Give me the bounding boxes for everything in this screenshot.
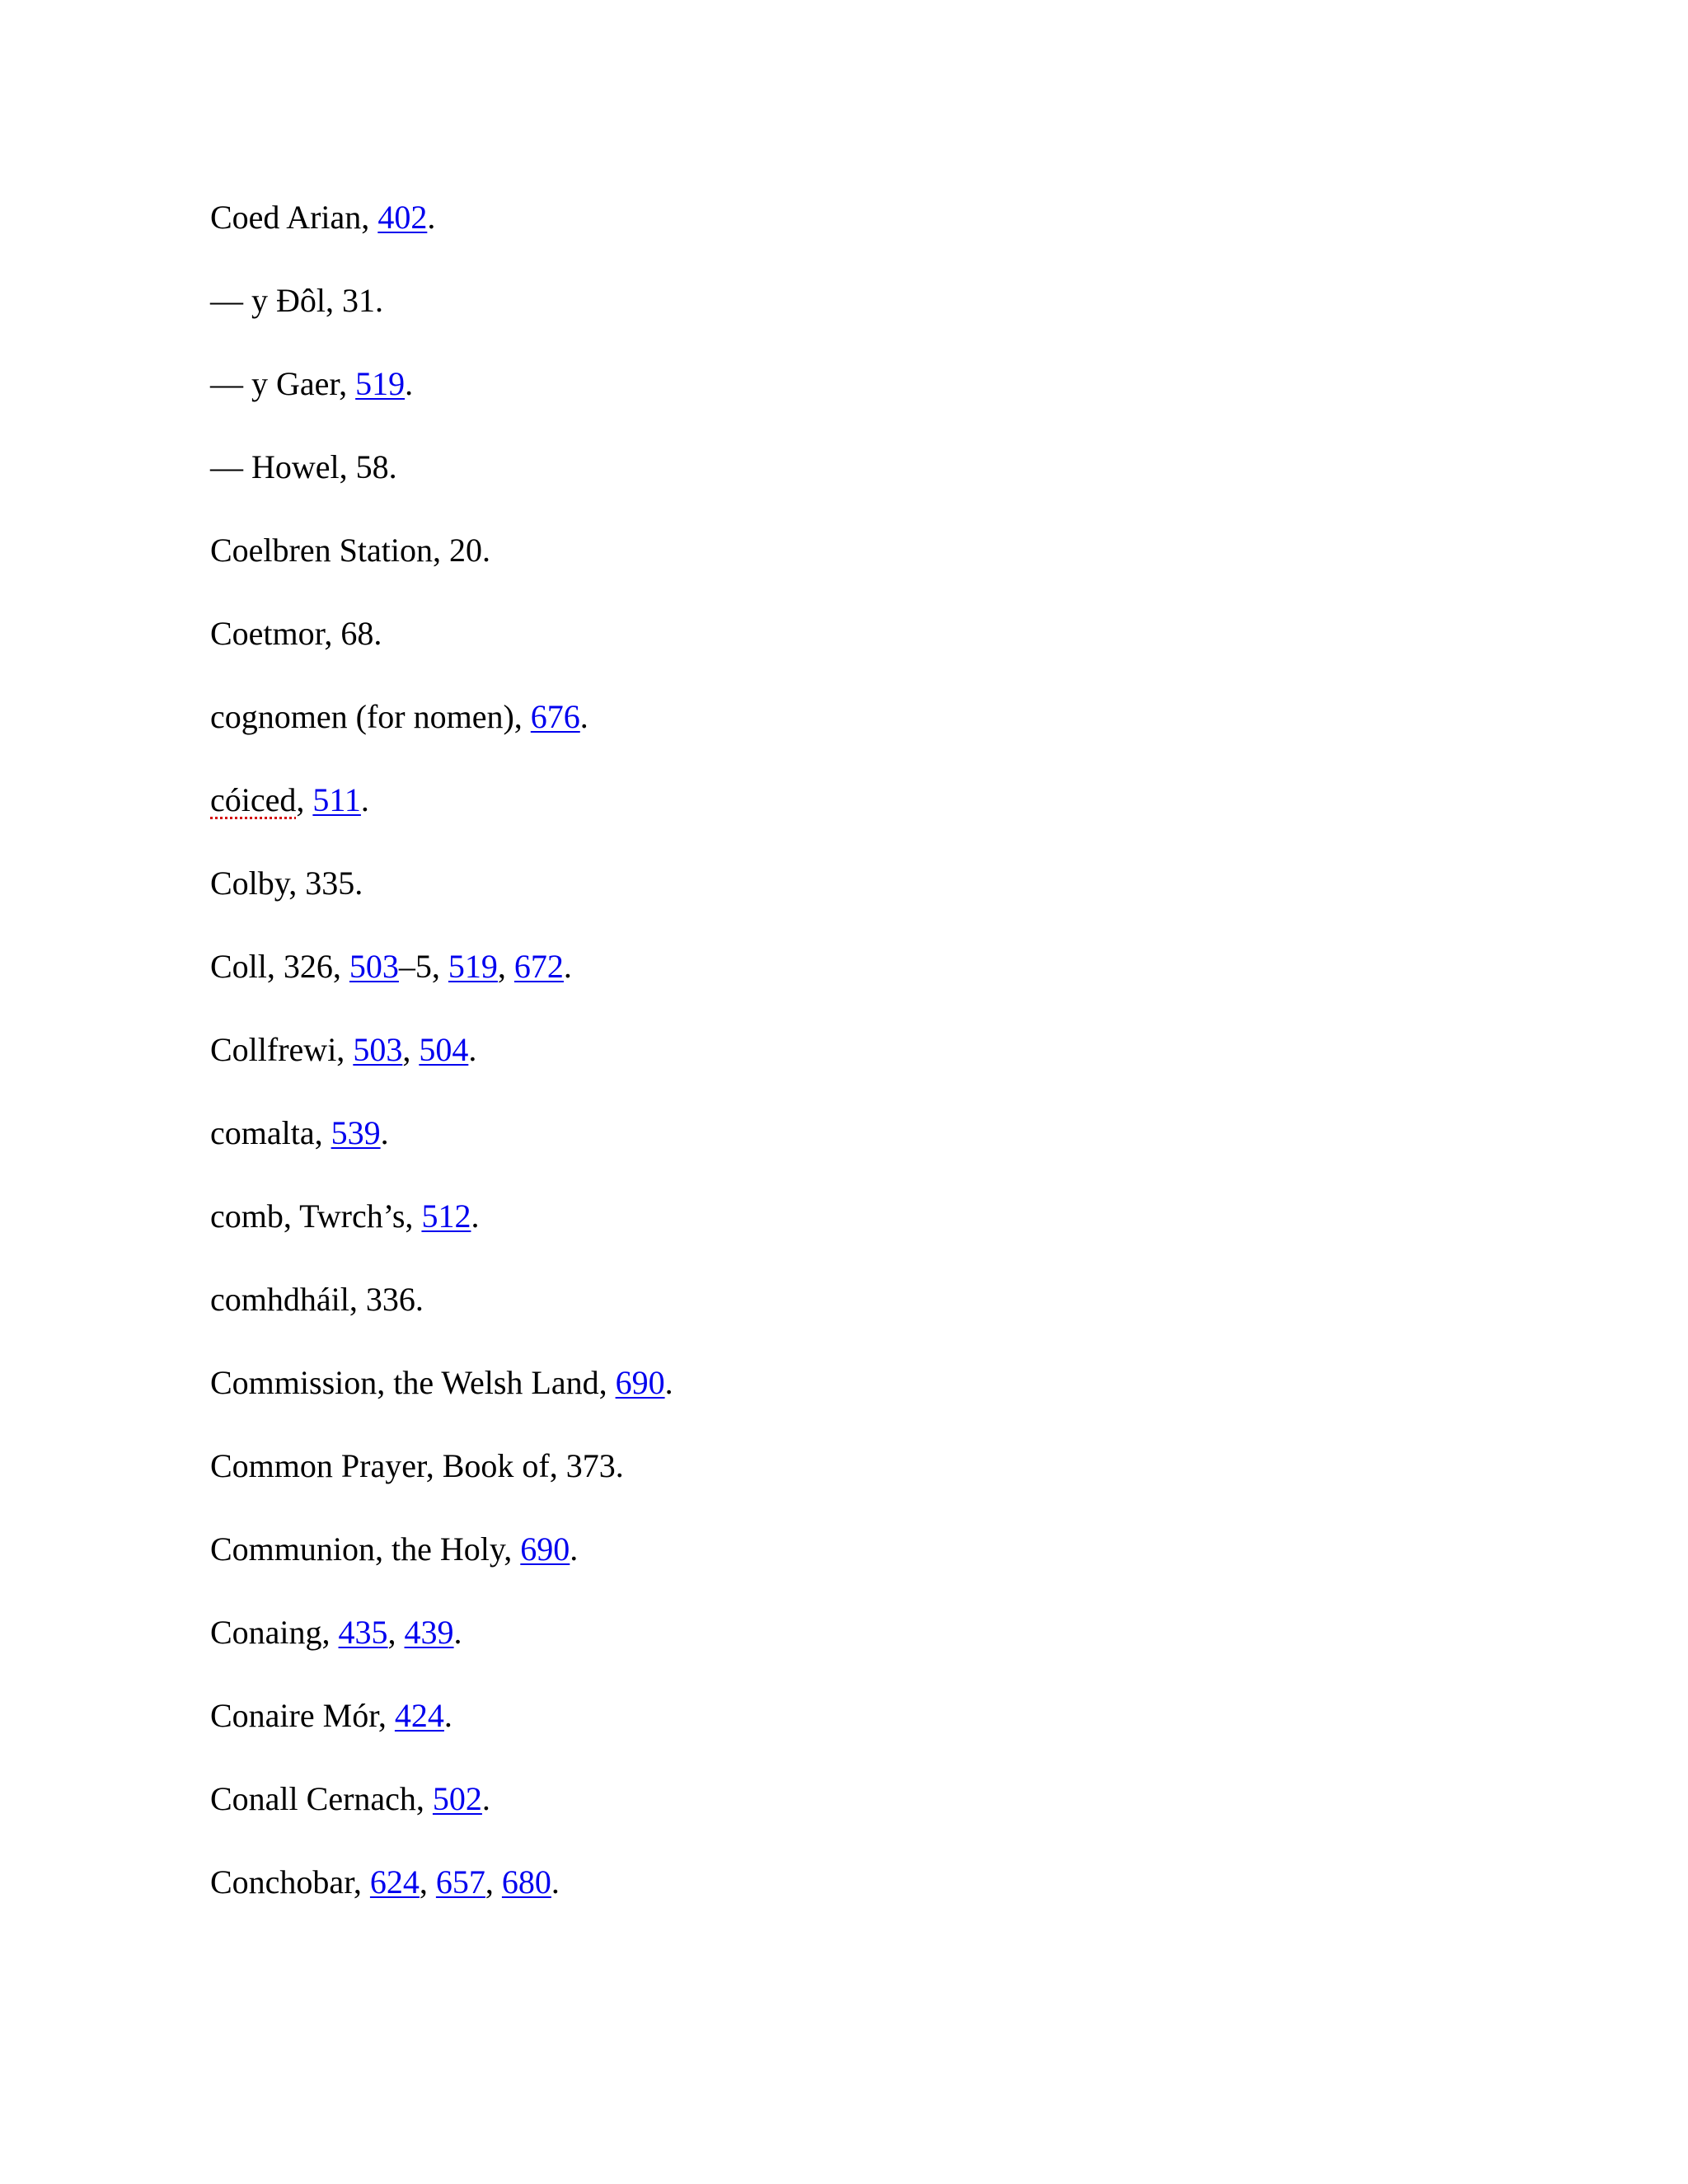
index-entry (210, 448, 1529, 487)
entry-text: . (563, 948, 572, 985)
index-entry (210, 281, 1529, 321)
index-entry (210, 198, 1529, 237)
entry-text: . (579, 698, 588, 735)
entry-text: , (485, 1863, 502, 1900)
entry-text: . (570, 1530, 579, 1568)
index-entry (210, 1530, 1529, 1569)
page-reference-link[interactable]: 690 (520, 1530, 570, 1568)
page-reference-link[interactable]: 511 (312, 781, 361, 818)
misspelled-word: cóiced (210, 781, 297, 818)
page-reference-link[interactable]: 519 (355, 365, 406, 402)
page-reference-link[interactable]: 676 (530, 698, 580, 735)
entry-text: — Howel, 58. (210, 448, 397, 485)
entry-text: , (497, 948, 514, 985)
entry-text: Conchobar, (210, 1863, 370, 1900)
page-reference-link[interactable]: 435 (338, 1614, 388, 1651)
page-reference-link[interactable]: 504 (419, 1031, 469, 1068)
index-entry (210, 697, 1529, 737)
index-entry (210, 947, 1529, 987)
page-reference-link[interactable]: 502 (432, 1780, 482, 1817)
index-entry (210, 780, 1529, 820)
entry-text: comb, Twrch’s, (210, 1197, 422, 1235)
page-reference-link[interactable]: 690 (615, 1364, 665, 1401)
entry-text: . (551, 1863, 560, 1900)
entry-text: — y Gaer, (210, 365, 356, 402)
page-reference-link[interactable]: 624 (369, 1863, 420, 1900)
entry-text: . (468, 1031, 477, 1068)
index-entry (210, 531, 1529, 570)
page-reference-link[interactable]: 512 (421, 1197, 471, 1235)
entry-text: Common Prayer, Book of, 373. (210, 1447, 624, 1484)
index-entry (210, 1197, 1529, 1236)
index-entry (210, 1613, 1529, 1652)
index-entry (210, 1030, 1529, 1070)
entry-text: Coed Arian, (210, 199, 378, 236)
index-entry (210, 1446, 1529, 1486)
page-reference-link[interactable]: 657 (435, 1863, 485, 1900)
entry-text: Conall Cernach, (210, 1780, 433, 1817)
page-reference-link[interactable]: 672 (513, 948, 564, 985)
entry-text: , (419, 1863, 436, 1900)
entry-text: Conaire Mór, (210, 1697, 395, 1734)
entry-text: Coetmor, 68. (210, 615, 382, 652)
entry-text: comalta, (210, 1114, 331, 1151)
entry-text: . (380, 1114, 389, 1151)
entry-text: Commission, the Welsh Land, (210, 1364, 616, 1401)
index-entry (210, 1113, 1529, 1153)
index-entry (210, 1363, 1529, 1403)
entry-text: , (387, 1614, 405, 1651)
entry-text: Conaing, (210, 1614, 339, 1651)
index-entry (210, 1779, 1529, 1819)
index-entry (210, 1696, 1529, 1736)
page-reference-link[interactable]: 439 (404, 1614, 454, 1651)
entry-text: –5, (398, 948, 448, 985)
entry-text: , (296, 781, 313, 818)
entry-text: Communion, the Holy, (210, 1530, 521, 1568)
page-reference-link[interactable]: 503 (349, 948, 399, 985)
entry-text: comhdháil, 336. (210, 1281, 424, 1318)
entry-text: , (402, 1031, 420, 1068)
entry-text: cognomen (for nomen), (210, 698, 531, 735)
page-reference-link[interactable]: 402 (377, 199, 428, 236)
page-reference-link[interactable]: 539 (331, 1114, 381, 1151)
index-entry (210, 1280, 1529, 1319)
index-entry (210, 1863, 1529, 1902)
page-reference-link[interactable]: 519 (448, 948, 498, 985)
page-reference-link[interactable]: 680 (501, 1863, 551, 1900)
entry-text: Collfrewi, (210, 1031, 354, 1068)
entry-text: . (443, 1697, 452, 1734)
entry-text: . (405, 365, 414, 402)
entry-text: Colby, 335. (210, 865, 363, 902)
entry-text: . (453, 1614, 462, 1651)
page-reference-link[interactable]: 424 (394, 1697, 444, 1734)
index-entry (210, 614, 1529, 654)
entry-text: Coelbren Station, 20. (210, 532, 490, 569)
entry-text: Coll, 326, (210, 948, 349, 985)
page-reference-link[interactable]: 503 (353, 1031, 403, 1068)
entry-text: . (664, 1364, 673, 1401)
entry-text: . (481, 1780, 490, 1817)
entry-text: . (360, 781, 369, 818)
index-entry (210, 364, 1529, 404)
index-list (210, 198, 1529, 1946)
entry-text: . (471, 1197, 480, 1235)
entry-text: . (427, 199, 436, 236)
entry-text: — y Ðôl, 31. (210, 282, 383, 319)
index-entry (210, 864, 1529, 903)
